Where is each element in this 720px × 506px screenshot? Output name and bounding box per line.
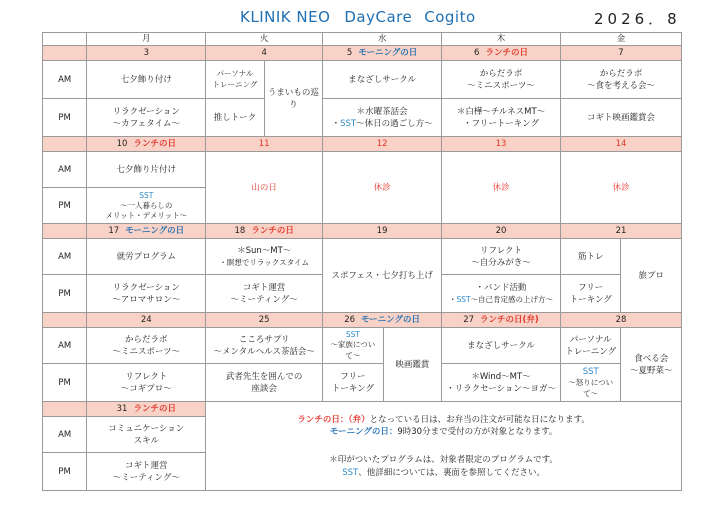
program-cell <box>206 364 323 402</box>
program-cell <box>87 275 206 313</box>
program-line: 〜カフェタイム〜 <box>112 118 180 129</box>
morning-day-tag: モーニングの日 <box>361 315 421 326</box>
program-cell <box>87 328 206 364</box>
program-text: 〜自己肯定感の上げ方〜 <box>470 294 554 304</box>
lunch-day-tag: ランチの日 <box>251 226 294 237</box>
program-line: トレーニング <box>212 79 258 89</box>
date-cell: 3 <box>87 46 206 61</box>
note-sst-label: SST <box>342 467 359 478</box>
title-daycare: DayCare <box>344 8 413 26</box>
program-line: コミュニケーション <box>108 423 185 434</box>
date-cell <box>87 137 206 152</box>
date-number: 27 <box>463 315 475 326</box>
note-sst <box>207 467 680 479</box>
program-line: 〜自分みがき〜 <box>471 257 531 268</box>
program-cell <box>206 275 323 313</box>
closed-cell: 休診 <box>560 152 681 224</box>
date-cell: 4 <box>206 46 323 61</box>
program-line: 〜ミニスポーツ〜 <box>112 346 181 357</box>
title-clinic-name: KLINIK NEO <box>240 8 331 26</box>
program-line: コギト運営 <box>242 282 286 293</box>
program-line: トーキング <box>569 294 612 305</box>
program-line: ・バンド活動 <box>475 283 527 294</box>
date-cell: 25 <box>206 313 323 328</box>
program-cell <box>87 364 206 402</box>
note-morning-label: モーニングの日： <box>329 427 398 437</box>
program-line <box>443 295 559 306</box>
date-cell <box>206 224 323 239</box>
week1-pm-row <box>43 99 682 137</box>
note-morning <box>207 426 680 438</box>
date-cell: 24 <box>87 313 206 328</box>
note-spacer <box>207 438 680 454</box>
program-cell <box>442 99 561 137</box>
weekday-thu: 木 <box>442 33 561 46</box>
lunch-day-tag: ランチの日 <box>485 48 528 59</box>
program-line: トレーニング <box>565 346 617 357</box>
page-title <box>240 8 476 26</box>
date-cell: 14 <box>560 137 681 152</box>
program-line: 食べる会 <box>634 353 669 364</box>
date-blank <box>43 402 87 417</box>
weekday-tue: 火 <box>206 33 323 46</box>
program-line: 〜コギプロ〜 <box>120 383 172 394</box>
week2-date-row <box>43 137 682 152</box>
program-line: パーソナル <box>216 68 254 78</box>
week4-date-row <box>43 313 682 328</box>
date-number: 10 <box>116 139 128 150</box>
program-line: 〜夏野菜〜 <box>629 365 673 376</box>
program-line: リラクゼーション <box>112 106 180 117</box>
program-line: 武者先生を囲んでの <box>225 371 303 382</box>
note-lunch-label: ランチの日： <box>297 414 349 425</box>
program-line: トーキング <box>331 383 374 394</box>
date-cell <box>87 224 206 239</box>
am-label: AM <box>43 61 87 99</box>
program-cell <box>560 275 620 313</box>
sst-label: SST <box>139 191 154 201</box>
note-star: ＊印がついたプログラムは、対象者限定のプログラムです。 <box>329 455 558 466</box>
date-blank <box>43 137 87 152</box>
closed-cell: 休診 <box>442 152 561 224</box>
program-line: フリー <box>578 282 604 293</box>
week1-date-row <box>43 46 682 61</box>
date-cell <box>87 402 206 417</box>
program-cell: コギト映画鑑賞会 <box>560 99 681 137</box>
program-line: メリット・デメリット〜 <box>105 210 188 220</box>
program-cell: 七夕飾り付け <box>87 61 206 99</box>
program-cell <box>323 364 383 402</box>
program-line: リフレクト <box>125 371 168 382</box>
program-line: からだラボ <box>599 68 643 79</box>
date-blank <box>43 224 87 239</box>
program-cell <box>560 61 681 99</box>
date-number: 26 <box>344 315 356 326</box>
year-month: 2026．8 <box>594 10 681 28</box>
program-line: ＊水曜茶話会 <box>356 106 408 117</box>
date-blank <box>43 313 87 328</box>
program-line: 〜怒りについて〜 <box>568 378 614 398</box>
pm-label: PM <box>43 364 87 402</box>
week4-am-row <box>43 328 682 364</box>
program-line: 〜ミーティング〜 <box>230 294 298 305</box>
week2-am-row <box>43 152 682 188</box>
week3-am-row <box>43 239 682 275</box>
program-cell <box>87 417 206 453</box>
date-blank <box>43 46 87 61</box>
date-cell: 20 <box>442 224 561 239</box>
program-cell: まなざしサークル <box>442 328 561 364</box>
date-number: 31 <box>116 404 128 415</box>
program-line: コギト運営 <box>125 460 168 471</box>
program-line: リフレクト <box>480 245 523 256</box>
program-line: 〜アロマサロン〜 <box>112 294 181 305</box>
program-cell: まなざしサークル <box>323 61 442 99</box>
program-cell <box>323 328 383 364</box>
am-label: AM <box>43 417 87 453</box>
sst-label: SST <box>340 118 357 129</box>
program-line: 〜メンタルヘルス茶話会〜 <box>213 346 315 357</box>
program-cell <box>560 328 620 364</box>
note-sst-text: 、他詳細については、裏面を参照してください。 <box>358 467 546 478</box>
sst-label: SST <box>345 329 360 339</box>
week4-pm-row <box>43 364 682 402</box>
weekday-fri: 金 <box>560 33 681 46</box>
am-label: AM <box>43 152 87 188</box>
program-line: 〜食を考える会〜 <box>586 80 655 91</box>
note-lunch <box>207 414 680 426</box>
program-line: 〜家族について〜 <box>330 340 376 361</box>
date-number: 5 <box>346 48 353 59</box>
program-cell <box>442 275 561 313</box>
program-cell <box>560 364 620 402</box>
program-line: ＊白樺〜チルネスMT〜 <box>456 106 546 117</box>
date-cell: 21 <box>560 224 681 239</box>
program-cell <box>206 239 323 275</box>
program-cell: うまいもの巡り <box>264 61 322 137</box>
pm-label: PM <box>43 275 87 313</box>
closed-cell: 休診 <box>323 152 442 224</box>
date-cell: 7 <box>560 46 681 61</box>
pm-label: PM <box>43 99 87 137</box>
program-line: 〜ミーティング〜 <box>112 472 180 483</box>
page-header <box>0 0 720 32</box>
program-line: 〜ミニスポーツ〜 <box>467 80 535 91</box>
program-cell: 旅プロ <box>621 239 682 313</box>
program-cell: 就労プログラム <box>87 239 206 275</box>
schedule-table <box>42 32 682 491</box>
week3-date-row <box>43 224 682 239</box>
program-line: ・瞑想でリラックスタイム <box>219 257 309 267</box>
date-cell: 13 <box>442 137 561 152</box>
date-cell <box>323 313 442 328</box>
program-line: スキル <box>133 435 159 446</box>
date-cell <box>442 46 561 61</box>
program-line: ＊Sun〜MT〜 <box>237 246 292 257</box>
program-line: パーソナル <box>569 334 612 345</box>
program-cell: スポフェス・七夕打ち上げ <box>323 239 442 313</box>
sst-label: SST <box>456 294 471 304</box>
program-cell <box>206 328 323 364</box>
program-cell <box>442 239 561 275</box>
sst-label: SST <box>582 366 599 377</box>
note-lunch-text: となっている日は、お弁当の注文が可能な日になります。 <box>369 414 590 425</box>
program-line: リラクゼーション <box>112 282 180 293</box>
program-line: 座談会 <box>251 383 277 394</box>
program-line: ＊Wind〜MT〜 <box>471 371 531 382</box>
notes-panel <box>206 402 682 491</box>
pm-label: PM <box>43 453 87 491</box>
morning-day-tag: モーニングの日 <box>125 226 185 237</box>
program-cell: 七夕飾り片付け <box>87 152 206 188</box>
program-line: ・フリートーキング <box>463 118 539 129</box>
program-cell <box>442 364 561 402</box>
date-cell: 19 <box>323 224 442 239</box>
date-cell <box>323 46 442 61</box>
program-line: フリー <box>340 371 366 382</box>
date-number: 17 <box>108 226 120 237</box>
program-line: からだラボ <box>125 334 168 345</box>
weekday-row <box>43 33 682 46</box>
weekday-mon: 月 <box>87 33 206 46</box>
program-line <box>324 118 440 130</box>
date-number: 6 <box>474 48 480 59</box>
program-cell <box>206 61 264 99</box>
program-cell: 推しトーク <box>206 99 264 137</box>
week1-am-row <box>43 61 682 99</box>
program-cell: 映画鑑賞 <box>383 328 441 402</box>
program-cell: 筋トレ <box>560 239 620 275</box>
program-cell <box>87 99 206 137</box>
program-cell <box>323 99 442 137</box>
lunch-day-tag: ランチの日(弁) <box>480 315 539 326</box>
program-line: 〜一人暮らしの <box>120 200 173 210</box>
title-cogito: Cogito <box>424 8 476 26</box>
date-number: 18 <box>234 226 246 237</box>
program-text: 〜休日の過ごし方〜 <box>356 118 433 129</box>
program-cell <box>87 453 206 491</box>
note-lunch-mark: （弁） <box>348 414 370 425</box>
program-cell <box>87 188 206 224</box>
pm-label: PM <box>43 188 87 224</box>
am-label: AM <box>43 328 87 364</box>
note-morning-text: 9時30分まで受付の方が対象となります。 <box>397 427 558 437</box>
corner-cell <box>43 33 87 46</box>
program-cell <box>621 328 682 402</box>
bullet: ・ <box>331 118 341 129</box>
holiday-cell: 山の日 <box>206 152 323 224</box>
am-label: AM <box>43 239 87 275</box>
lunch-day-tag: ランチの日 <box>133 404 176 415</box>
date-cell: 11 <box>206 137 323 152</box>
bullet: ・ <box>448 294 457 304</box>
program-line: ・リラクセーション〜ヨガ〜 <box>446 383 556 394</box>
program-cell <box>442 61 561 99</box>
week5-date-row <box>43 402 682 417</box>
date-cell: 12 <box>323 137 442 152</box>
program-line: からだラボ <box>479 68 523 79</box>
lunch-day-tag: ランチの日 <box>133 139 176 150</box>
date-cell <box>442 313 561 328</box>
program-line: こころサプリ <box>238 334 290 345</box>
weekday-wed: 水 <box>323 33 442 46</box>
morning-day-tag: モーニングの日 <box>358 48 418 59</box>
date-cell: 28 <box>560 313 681 328</box>
